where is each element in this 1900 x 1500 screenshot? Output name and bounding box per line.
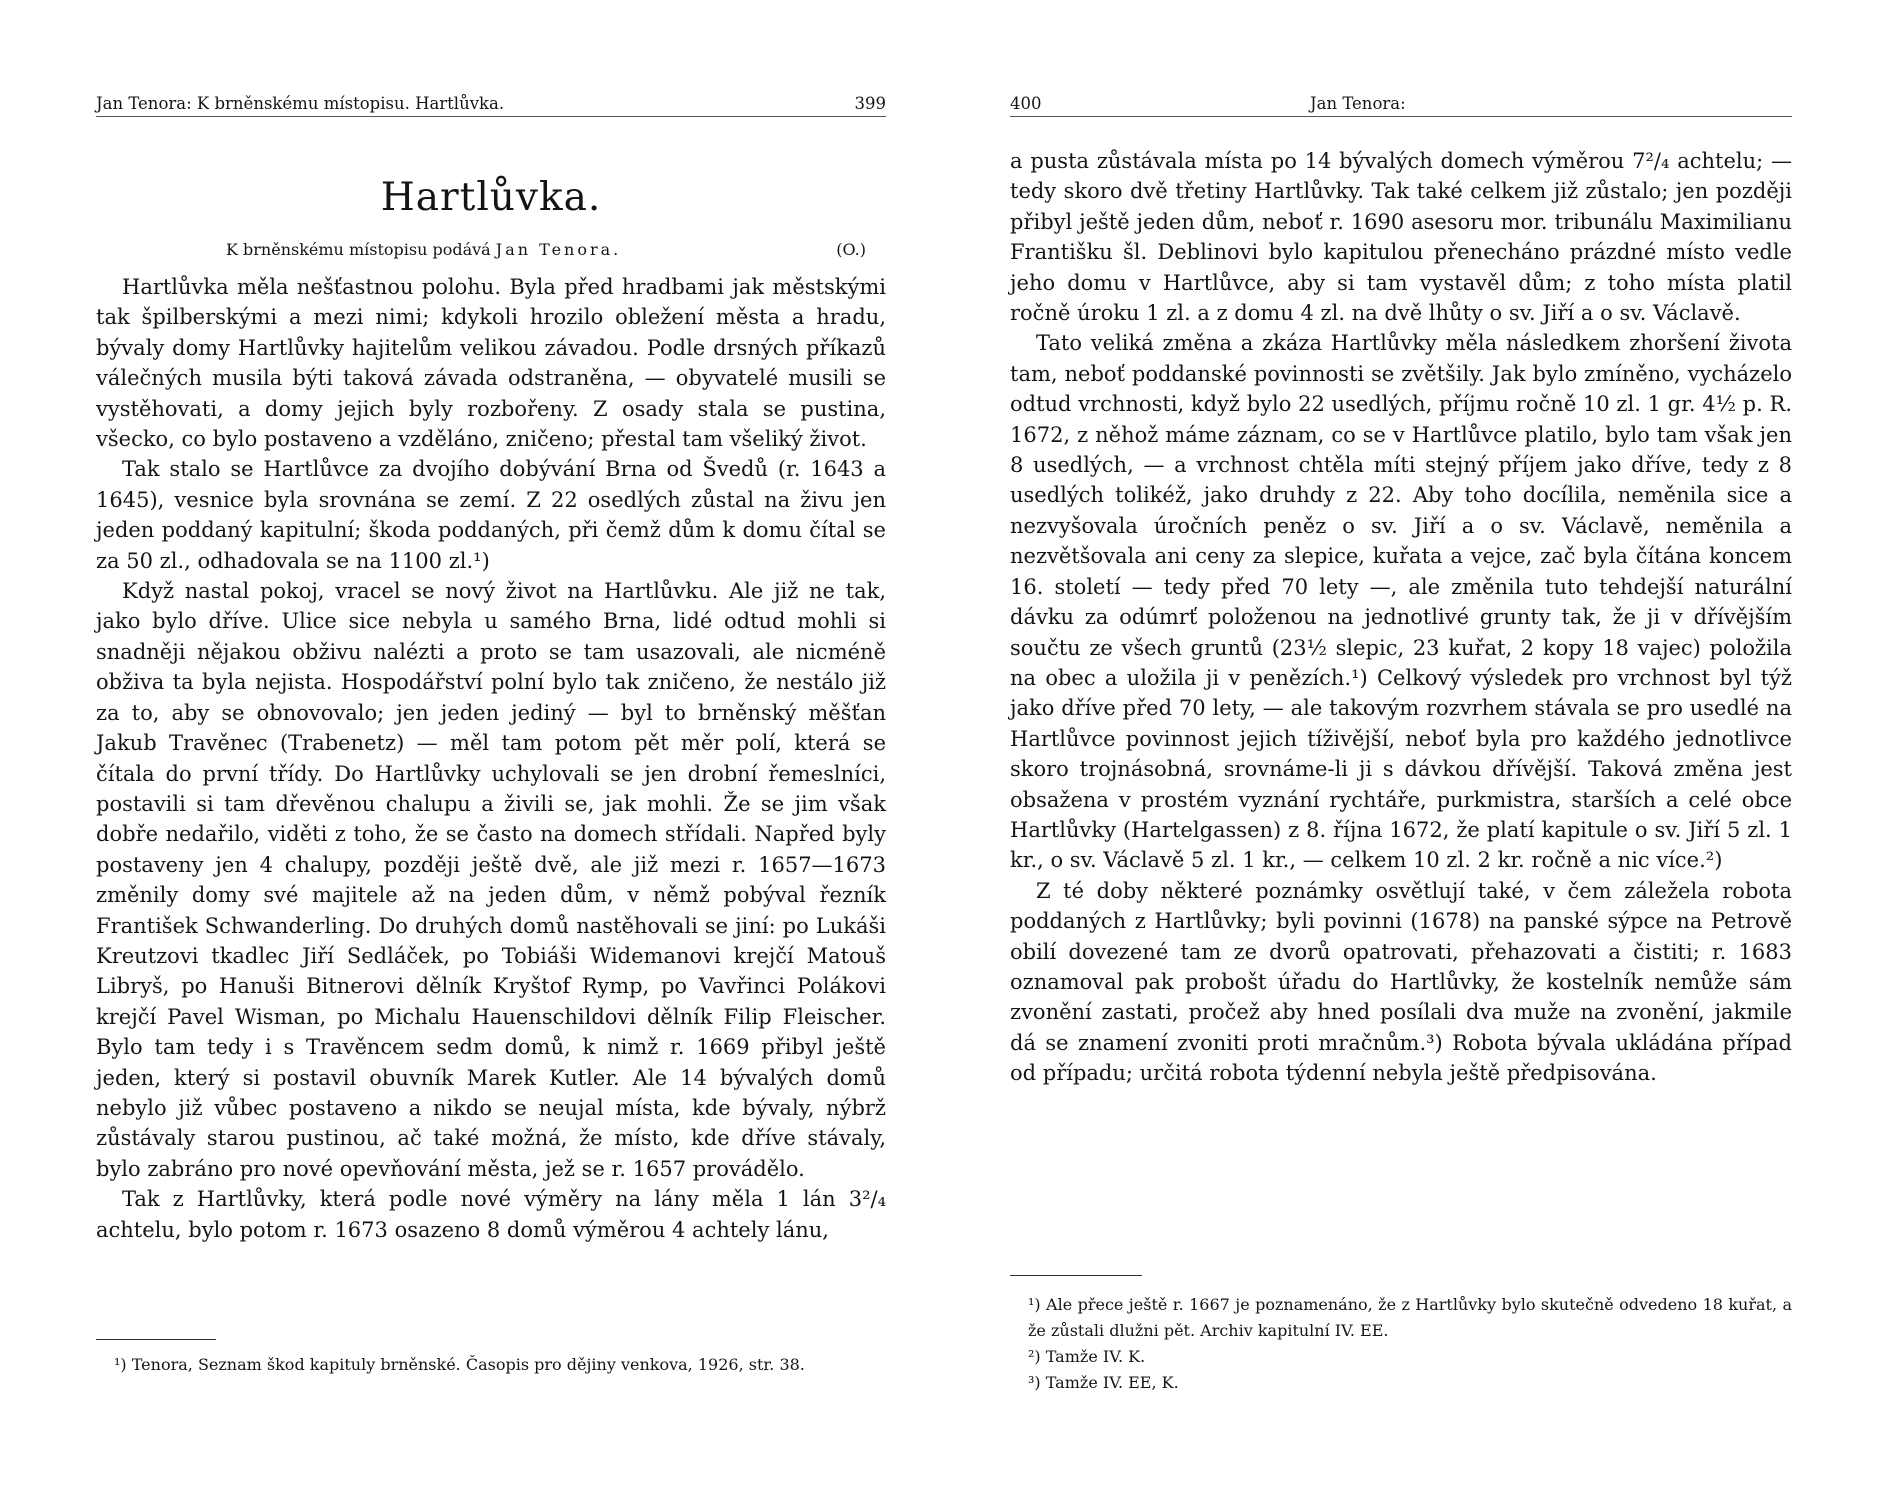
body-text bbox=[96, 272, 886, 1245]
footnote: ³) Tamže IV. EE, K. bbox=[1028, 1373, 1179, 1392]
paragraph: Z té doby některé poznámky osvětlují také, v čem záležela robota poddaných z Hartlůvky; byli povinni (1678) na panské sýpce na Petrově obilí dovezené tam ze dvorů opatrovati, přehazovati a čistiti; r. 1683 oznamoval pak probošt úřadu do Hartlůvky, že kostelník nemůže sám zvonění zastati, pročež aby hned posílali dva muže na zvonění, jakmile dá se znamení zvoniti proti mračnům.³) Robota bývala ukládána případ od případu; určitá robota týdenní nebyla ještě předpisována. bbox=[1010, 878, 1792, 1086]
byline-mark: (O.) bbox=[836, 240, 866, 259]
paragraph: Tak stalo se Hartlůvce za dvojího dobývání Brna od Švedů (r. 1643 a 1645), vesnice byla srovnána se zemí. Z 22 osedlých zůstal na živu jen jeden poddaný kapitulní; škoda poddaných, při čemž dům k domu čítal se za 50 zl., odhadovala se na 1100 zl.¹) bbox=[96, 457, 886, 573]
footnote: ²) Tamže IV. K. bbox=[1028, 1347, 1146, 1366]
byline-author: Jan Tenora. bbox=[495, 240, 622, 259]
running-head-title: Jan Tenora: K brněnskému místopisu. Hartlůvka. bbox=[96, 94, 505, 113]
running-head-title: Jan Tenora: bbox=[1310, 94, 1406, 113]
footnotes bbox=[96, 1352, 886, 1378]
paragraph: Hartlůvka měla nešťastnou polohu. Byla před hradbami jak městskými tak špilberskými a mezi nimi; kdykoli hrozilo obležení města a hradu, bývaly domy Hartlůvky hajitelům velikou závadou. Podle drsných příkazů válečných musila býti taková závada odstraněna, — obyvatelé musili se vystěhovati, a domy jejich byly rozbořeny. Z osady stala se pustina, všecko, co bylo postaveno a vzděláno, zničeno; přestal tam všeliký život. bbox=[96, 275, 886, 452]
footnote: ¹) Tenora, Seznam škod kapituly brněnské. Časopis pro dějiny venkova, 1926, str. 38. bbox=[114, 1355, 805, 1374]
footnote-rule bbox=[96, 1339, 216, 1340]
byline bbox=[226, 240, 866, 259]
paragraph: Tato veliká změna a zkáza Hartlůvky měla následkem zhoršení života tam, neboť poddanské povinnosti se zvětšily. Jak bylo zmíněno, vycházelo odtud vrchnosti, když bylo 22 usedlých, příjmu ročně 10 zl. 1 gr. 4½ p. R. 1672, z něhož máme záznam, co se v Hartlůvce platilo, bylo tam však jen 8 usedlých, — a vrchnost chtěla míti stejný příjem jako dříve, tedy z 8 usedlých tolikéž, jako druhdy z 22. Aby toho docílila, neměnila sice a nezvyšovala úročních peněz o sv. Jiří a o sv. Václavě, neměnila a nezvětšovala ani ceny za slepice, kuřata a vejce, zač byla čítána koncem 16. století — tedy před 70 lety —, ale změnila tuto tehdejší naturální dávku za odúmrť položenou na jednotlivé grunty tak, že ji v dřívějším součtu ze všech gruntů (23½ slepic, 23 kuřat, 2 kopy 18 vajec) položila na obec a uložila ji v penězích.¹) Celkový výsledek pro vrchnost byl týž jako dříve před 70 lety, — ale takovým rozvrhem stávala se pro usedlé na Hartlůvce povinnost jejich tíživější, neboť byla pro každého jednotlivce skoro trojnásobná, srovnáme-li ji s dávkou dřívější. Taková změna jest obsažena v prostém vyznání rychtáře, purkmistra, starších a celé obce Hartlůvky (Hartelgassen) z 8. října 1672, že platí kapitule o sv. Jiří 5 zl. 1 kr., o sv. Václavě 5 zl. 1 kr., — celkem 10 zl. 2 kr. ročně a nic více.²) bbox=[1010, 331, 1792, 873]
page-number: 400 bbox=[1010, 94, 1042, 113]
footnote-rule bbox=[1010, 1275, 1142, 1276]
page-number: 399 bbox=[854, 94, 886, 113]
footnotes bbox=[1010, 1292, 1792, 1396]
footnote: ¹) Ale přece ještě r. 1667 je poznamenáno, že z Hartlůvky bylo skutečně odvedeno 18 kuřat, a že zůstali dlužni pět. Archiv kapitulní IV. EE. bbox=[1028, 1295, 1792, 1340]
body-text bbox=[1010, 146, 1792, 1089]
paragraph: Když nastal pokoj, vracel se nový život na Hartlůvku. Ale již ne tak, jako bylo dříve. Ulice sice nebyla u samého Brna, lidé odtud mohli si snadněji nějakou obživu nalézti a proto se tam usazovali, ale nicméně obživa ta byla nejista. Hospodářství polní bylo tak zničeno, že nestálo již za to, aby se obnovovalo; jen jeden jediný — byl to brněnský měšťan Jakub Travěnec (Trabenetz) — měl tam potom pět měr polí, která se čítala do první třídy. Do Hartlůvky uchylovali se jen drobní řemeslníci, postavili si tam dřevěnou chalupu a živili se, jak mohli. Že se jim však dobře nedařilo, viděti z toho, že se často na domech střídali. Napřed byly postaveny jen 4 chalupy, později ještě dvě, ale již mezi r. 1657—1673 změnily domy své majitele až na jeden dům, v němž pobýval řezník František Schwanderling. Do druhých domů nastěhovali se jiní: po Lukáši Kreutzovi tkadlec Jiří Sedláček, po Tobiáši Widemanovi krejčí Matouš Libryš, po Hanuši Bitnerovi dělník Kryštof Rymp, po Vavřinci Polákovi krejčí Pavel Wisman, po Michalu Hauenschildovi dělník Filip Fleischer. Bylo tam tedy i s Travěncem sedm domů, k nimž r. 1669 přibyl ještě jeden, který si postavil obuvník Marek Kutler. Ale 14 bývalých domů nebylo již vůbec postaveno a nikdo se neujal místa, kde bývaly, nýbrž zůstávaly starou pustinou, ač také možná, že místo, kde dříve stávaly, bylo zabráno pro nové opevňování města, jež se r. 1657 provádělo. bbox=[96, 579, 886, 1181]
byline-prefix: K brněnskému místopisu podává bbox=[226, 240, 491, 259]
paragraph: a pusta zůstávala místa po 14 bývalých domech výměrou 7²/₄ achtelu; — tedy skoro dvě třetiny Hartlůvky. Tak také celkem již zůstalo; jen později přibyl ještě jeden dům, neboť r. 1690 asesoru mor. tribunálu Maximilianu Františku šl. Deblinovi bylo kapitulou přenecháno prázdné místo vedle jeho domu v Hartlůvce, aby si tam vystavěl dům; z toho místa platil ročně úroku 1 zl. a z domu 4 zl. na dvě lhůty o sv. Jiří a o sv. Václavě. bbox=[1010, 149, 1792, 326]
paragraph: Tak z Hartlůvky, která podle nové výměry na lány měla 1 lán 3²/₄ achtelu, bylo potom r. 1673 osazeno 8 domů výměrou 4 achtely lánu, bbox=[96, 1187, 886, 1242]
running-head bbox=[1010, 92, 1792, 117]
article-title: Hartlůvka. bbox=[380, 175, 602, 220]
running-head bbox=[96, 92, 886, 117]
